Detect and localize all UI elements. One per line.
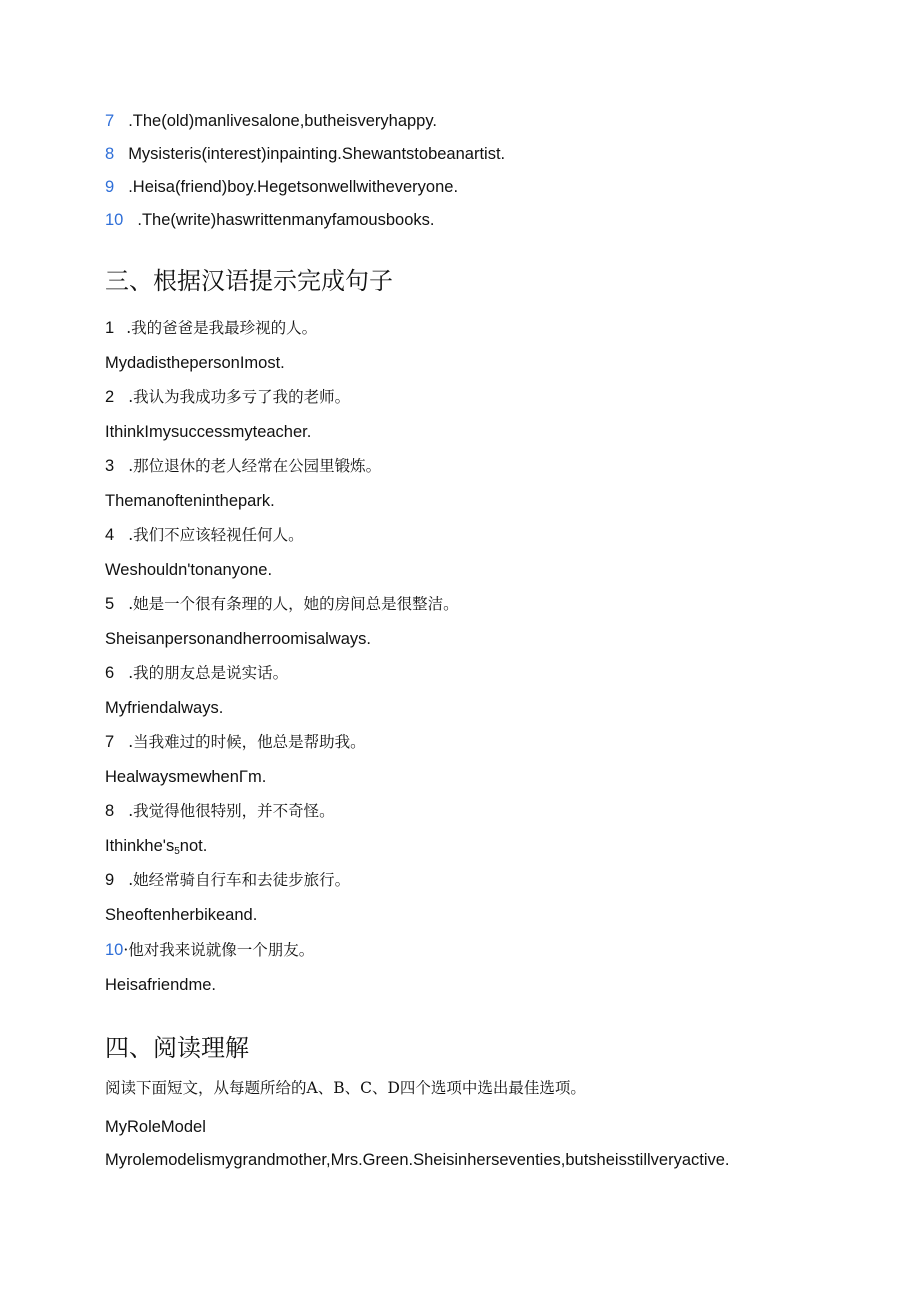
item-number: 1 xyxy=(105,319,115,337)
answer-line: Sheisanpersonandherroomisalways. xyxy=(105,630,371,648)
item-number: 3 xyxy=(105,457,115,475)
vocab-item xyxy=(105,144,505,164)
answer-line: MydadisthepersonImost. xyxy=(105,354,285,372)
answer-line: Myfriendalways. xyxy=(105,699,224,717)
answer-line: IthinkImysuccessmyteacher. xyxy=(105,423,312,441)
question-prompt xyxy=(105,663,288,683)
answer-text: not. xyxy=(179,837,208,855)
vocab-item xyxy=(105,210,434,230)
item-number: 9 xyxy=(105,871,115,889)
item-number: 5 xyxy=(105,595,115,613)
chinese-prompt: .我们不应该轻视任何人。 xyxy=(128,526,304,544)
item-text: .The(old)manlivesalone,butheisveryhappy. xyxy=(128,112,437,130)
question-prompt xyxy=(105,870,350,890)
item-number: 4 xyxy=(105,526,115,544)
chinese-prompt: .我的朋友总是说实话。 xyxy=(128,664,289,682)
passage-title: MyRoleModel xyxy=(105,1118,206,1136)
question-prompt xyxy=(105,456,381,476)
item-number: 8 xyxy=(105,145,115,163)
item-text: .The(write)haswrittenmanyfamousbooks. xyxy=(137,211,435,229)
chinese-prompt: .我认为我成功多亏了我的老师。 xyxy=(128,388,351,406)
item-number: 8 xyxy=(105,802,115,820)
question-prompt xyxy=(105,525,304,545)
question-prompt xyxy=(105,318,317,338)
answer-line xyxy=(105,836,207,862)
answer-line: Heisafriendme. xyxy=(105,976,216,994)
vocab-item xyxy=(105,177,458,197)
answer-text: Ithinkhe's xyxy=(105,837,175,855)
section-heading: 四、阅读理解 xyxy=(105,1034,249,1062)
question-prompt xyxy=(105,801,335,821)
answer-line: Weshouldn'tonanyone. xyxy=(105,561,273,579)
chinese-prompt: .那位退休的老人经常在公园里锻炼。 xyxy=(128,457,382,475)
chinese-prompt: .当我难过的时候，他总是帮助我。 xyxy=(128,733,366,751)
item-text: Mysisteris(interest)inpainting.Shewantstobeanartist. xyxy=(128,145,506,163)
answer-line: HealwaysmewhenΓm. xyxy=(105,768,267,786)
question-prompt xyxy=(105,594,459,614)
item-number: 7 xyxy=(105,733,115,751)
item-text: .Heisa(friend)boy.Hegetsonwellwitheveryone. xyxy=(128,178,459,196)
chinese-prompt: .我的爸爸是我最珍视的人。 xyxy=(126,319,318,337)
item-number: 10 xyxy=(105,941,124,959)
answer-line: Sheoftenherbikeand. xyxy=(105,906,258,924)
item-number: 6 xyxy=(105,664,115,682)
chinese-prompt: .我觉得他很特别，并不奇怪。 xyxy=(128,802,335,820)
question-prompt xyxy=(105,387,350,407)
question-prompt xyxy=(105,940,314,960)
item-number: 9 xyxy=(105,178,115,196)
passage-text: Myrolemodelismygrandmother,Mrs.Green.Sheisinherseventies,butsheisstillveryactive. xyxy=(105,1151,730,1169)
chinese-prompt: .她经常骑自行车和去徒步旅行。 xyxy=(128,871,351,889)
item-number: 2 xyxy=(105,388,115,406)
item-number: 7 xyxy=(105,112,115,130)
instruction-text: 阅读下面短文，从每题所给的A、B、C、D四个选项中选出最佳选项。 xyxy=(105,1079,586,1097)
chinese-prompt: .她是一个很有条理的人，她的房间总是很整洁。 xyxy=(128,595,459,613)
chinese-prompt: ·他对我来说就像一个朋友。 xyxy=(123,941,315,959)
subscript-number: 5 xyxy=(174,846,180,857)
answer-line: Themanofteninthepark. xyxy=(105,492,275,510)
vocab-item xyxy=(105,111,437,131)
question-prompt xyxy=(105,732,366,752)
item-number: 10 xyxy=(105,211,124,229)
section-heading: 三、根据汉语提示完成句子 xyxy=(105,267,393,295)
